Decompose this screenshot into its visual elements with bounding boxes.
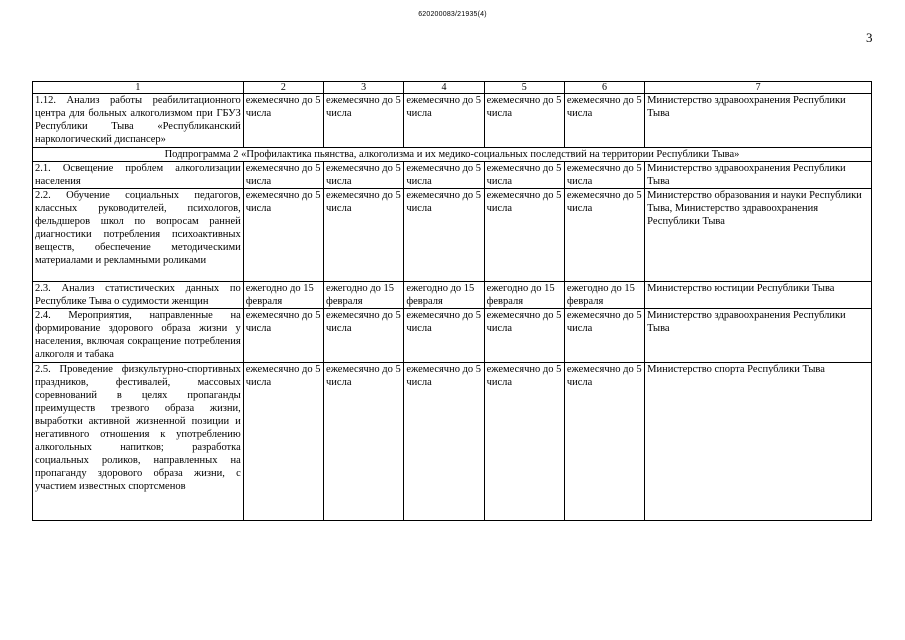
activity-cell: 2.2. Обучение социальных педагогов, классных руководителей, психологов, фельдшеров школ по вопросам ранней диагностики потребления психоактивных веществ, обеспечение методическими материалами и рекламными роликами bbox=[33, 189, 244, 282]
table-row bbox=[33, 282, 872, 309]
deadline-cell: ежемесячно до 5 числа bbox=[243, 309, 323, 363]
deadline-cell: ежемесячно до 5 числа bbox=[324, 189, 404, 282]
deadline-cell: ежемесячно до 5 числа bbox=[243, 162, 323, 189]
deadline-cell: ежемесячно до 5 числа bbox=[324, 309, 404, 363]
deadline-cell: ежемесячно до 5 числа bbox=[564, 162, 644, 189]
deadline-cell: ежемесячно до 5 числа bbox=[243, 189, 323, 282]
deadline-cell: ежемесячно до 5 числа bbox=[404, 162, 484, 189]
schedule-table bbox=[32, 81, 872, 521]
deadline-cell: ежемесячно до 5 числа bbox=[404, 309, 484, 363]
column-header: 4 bbox=[404, 82, 484, 94]
activity-cell: 2.5. Проведение физкультурно-спортивных праздников, фестивалей, массовых соревнований в целях пропаганды преимуществ трезвого образа жизни, выработки активной жизненной позиции и негативного отношения к употреблению алкогольных напитков; разработка социальных роликов, направленных на пропаганду здорового образа жизни, с участием известных спортсменов bbox=[33, 363, 244, 521]
deadline-cell: ежемесячно до 5 числа bbox=[484, 189, 564, 282]
activity-cell: 2.1. Освещение проблем алкоголизации населения bbox=[33, 162, 244, 189]
column-header: 7 bbox=[645, 82, 872, 94]
deadline-cell: ежегодно до 15 февраля bbox=[484, 282, 564, 309]
table-row bbox=[33, 162, 872, 189]
column-number-row bbox=[33, 82, 872, 94]
deadline-cell: ежегодно до 15 февраля bbox=[564, 282, 644, 309]
responsible-cell: Министерство здравоохранения Республики Тыва bbox=[645, 309, 872, 363]
deadline-cell: ежемесячно до 5 числа bbox=[484, 94, 564, 148]
table-row bbox=[33, 309, 872, 363]
deadline-cell: ежемесячно до 5 числа bbox=[484, 162, 564, 189]
deadline-cell: ежемесячно до 5 числа bbox=[243, 363, 323, 521]
responsible-cell: Министерство юстиции Республики Тыва bbox=[645, 282, 872, 309]
deadline-cell: ежегодно до 15 февраля bbox=[243, 282, 323, 309]
responsible-cell: Министерство здравоохранения Республики Тыва bbox=[645, 162, 872, 189]
deadline-cell: ежемесячно до 5 числа bbox=[243, 94, 323, 148]
activity-cell: 2.3. Анализ статистических данных по Республике Тыва о судимости женщин bbox=[33, 282, 244, 309]
deadline-cell: ежемесячно до 5 числа bbox=[484, 363, 564, 521]
subprogram-row bbox=[33, 148, 872, 162]
responsible-cell: Министерство здравоохранения Республики Тыва bbox=[645, 94, 872, 148]
table-row bbox=[33, 363, 872, 521]
deadline-cell: ежемесячно до 5 числа bbox=[404, 363, 484, 521]
document-code: 620200083/21935(4) bbox=[418, 11, 487, 18]
activity-cell: 2.4. Мероприятия, направленные на формирование здорового образа жизни у населения, включая сокращение потребления алкоголя и табака bbox=[33, 309, 244, 363]
column-header: 6 bbox=[564, 82, 644, 94]
column-header: 3 bbox=[324, 82, 404, 94]
table-row bbox=[33, 94, 872, 148]
page-number: 3 bbox=[866, 30, 873, 45]
deadline-cell: ежемесячно до 5 числа bbox=[324, 94, 404, 148]
responsible-cell: Министерство спорта Республики Тыва bbox=[645, 363, 872, 521]
deadline-cell: ежемесячно до 5 числа bbox=[564, 363, 644, 521]
column-header: 1 bbox=[33, 82, 244, 94]
column-header: 5 bbox=[484, 82, 564, 94]
table-row bbox=[33, 189, 872, 282]
activity-cell: 1.12. Анализ работы реабилитационного центра для больных алкоголизмом при ГБУЗ Республики Тыва «Республиканский наркологический диспансер» bbox=[33, 94, 244, 148]
deadline-cell: ежемесячно до 5 числа bbox=[404, 189, 484, 282]
deadline-cell: ежемесячно до 5 числа bbox=[484, 309, 564, 363]
deadline-cell: ежемесячно до 5 числа bbox=[404, 94, 484, 148]
deadline-cell: ежемесячно до 5 числа bbox=[564, 94, 644, 148]
deadline-cell: ежемесячно до 5 числа bbox=[324, 162, 404, 189]
deadline-cell: ежемесячно до 5 числа bbox=[324, 363, 404, 521]
deadline-cell: ежемесячно до 5 числа bbox=[564, 309, 644, 363]
responsible-cell: Министерство образования и науки Республики Тыва, Министерство здравоохранения Республики Тыва bbox=[645, 189, 872, 282]
column-header: 2 bbox=[243, 82, 323, 94]
deadline-cell: ежегодно до 15 февраля bbox=[324, 282, 404, 309]
deadline-cell: ежемесячно до 5 числа bbox=[564, 189, 644, 282]
subprogram-title: Подпрограмма 2 «Профилактика пьянства, алкоголизма и их медико-социальных последствий на территории Республики Тыва» bbox=[33, 148, 872, 162]
deadline-cell: ежегодно до 15 февраля bbox=[404, 282, 484, 309]
